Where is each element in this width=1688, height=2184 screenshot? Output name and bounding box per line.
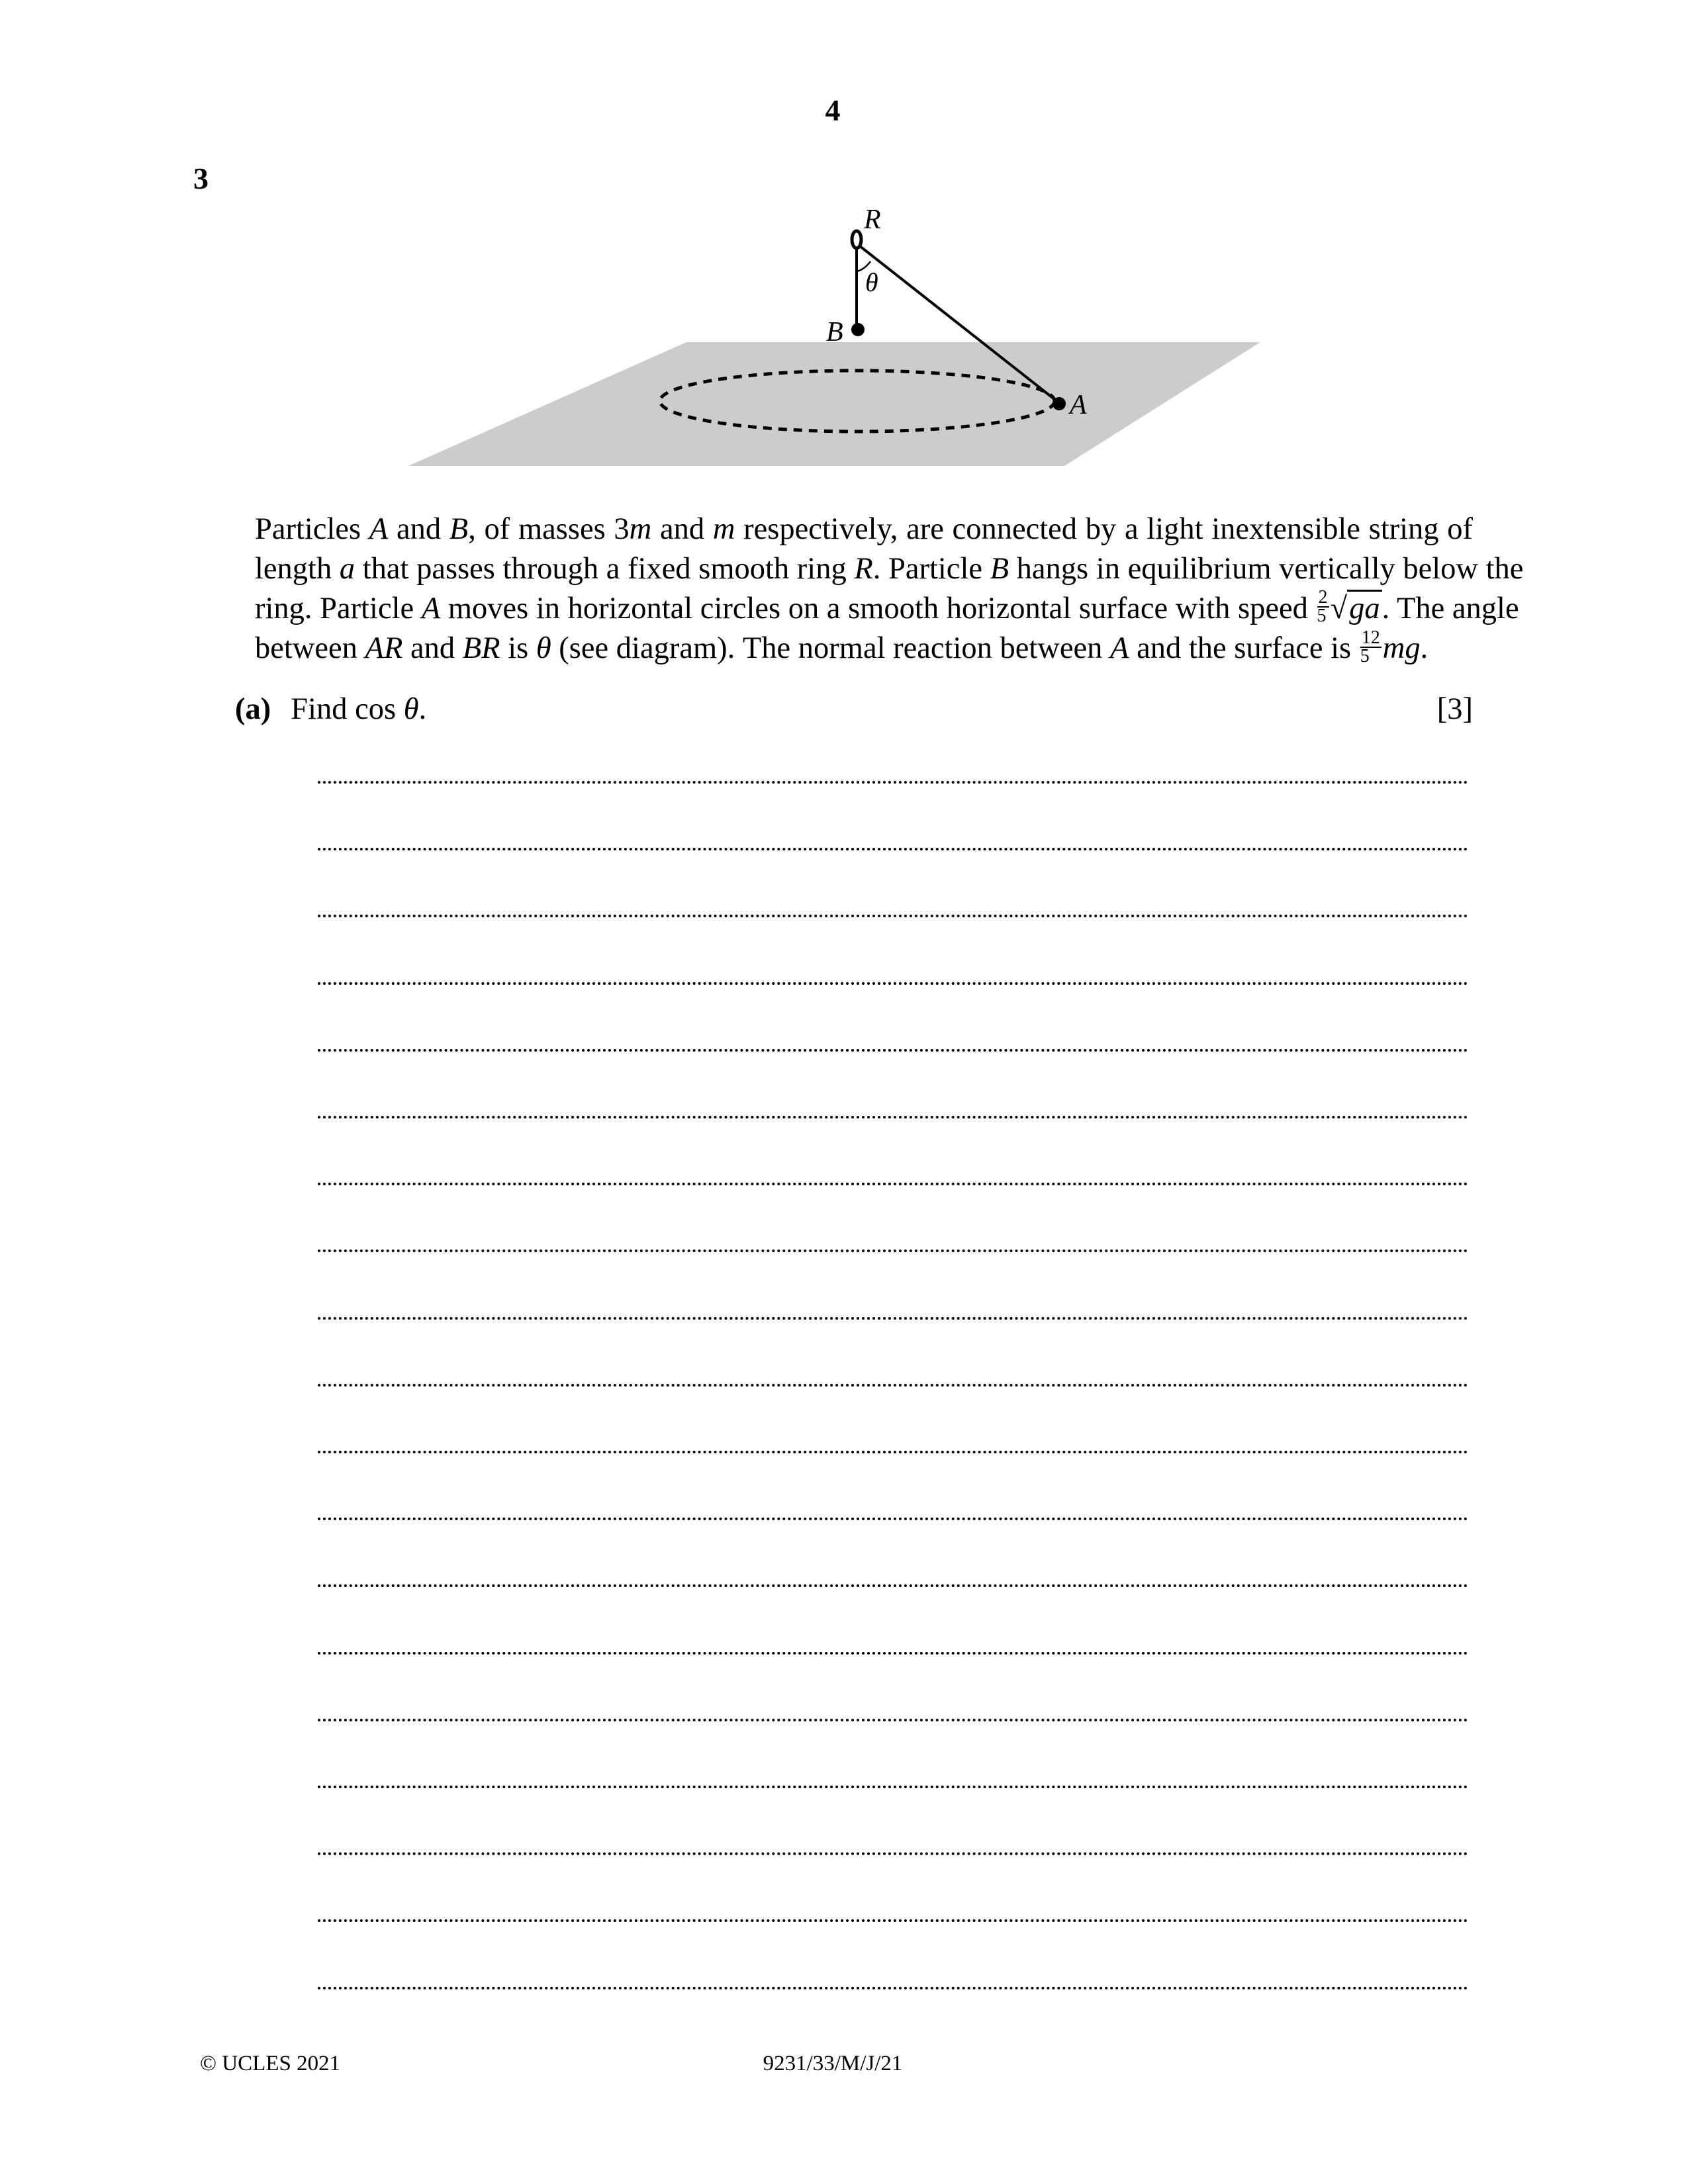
label-r: R — [864, 205, 881, 235]
label-theta: θ — [865, 267, 878, 297]
label-a: A — [1070, 390, 1087, 420]
ring-particles-diagram — [0, 199, 1688, 490]
fraction-two-fifths: $\frac{2}{5}$ — [1317, 587, 1328, 627]
answer-line[interactable] — [318, 1451, 1468, 1453]
text-line-4: between AR and BR is θ (see diagram). The normal reaction between A and the surface is $\frac{12}{5}$ mg. — [255, 627, 1429, 666]
ring-r — [852, 231, 861, 248]
answer-line[interactable] — [318, 1719, 1468, 1721]
answer-line[interactable] — [318, 1384, 1468, 1387]
answer-line[interactable] — [318, 1116, 1468, 1118]
text-line-2: length a that passes through a fixed smooth ring R. Particle B hangs in equilibrium vertically below the — [255, 552, 1524, 586]
answer-line[interactable] — [318, 1250, 1468, 1252]
answer-line[interactable] — [318, 1652, 1468, 1655]
text-line-3: ring. Particle A moves in horizontal circles on a smooth horizontal surface with speed $\frac{2}{5}$ √ga. The angle — [255, 589, 1473, 629]
answer-line[interactable] — [318, 1852, 1468, 1855]
marks-allocation: [3] — [1436, 692, 1473, 726]
answer-line[interactable] — [318, 1919, 1468, 1922]
answer-line[interactable] — [318, 1518, 1468, 1520]
fraction-twelve-fifths: $\frac{12}{5}$ — [1360, 627, 1380, 666]
page-number: 4 — [825, 93, 841, 127]
particle-a — [1053, 397, 1066, 410]
text-line-1: Particles A and B, of masses 3m and m respectively, are connected by a light inextensible string of — [255, 512, 1474, 546]
answer-line[interactable] — [318, 1049, 1468, 1052]
answer-line[interactable] — [318, 781, 1468, 784]
copyright-footer: © UCLES 2021 — [200, 2052, 341, 2075]
answer-line[interactable] — [318, 1317, 1468, 1320]
question-number: 3 — [193, 161, 209, 195]
answer-line[interactable] — [318, 1584, 1468, 1587]
answer-line[interactable] — [318, 848, 1468, 850]
particle-b — [851, 323, 865, 336]
answer-line[interactable] — [318, 1183, 1468, 1185]
part-a-prompt: (a) Find cos θ. — [235, 692, 427, 726]
answer-line[interactable] — [318, 915, 1468, 917]
square-root: √ga — [1331, 589, 1382, 629]
answer-line[interactable] — [318, 1786, 1468, 1788]
answer-line[interactable] — [318, 1987, 1468, 1989]
paper-code-footer: 9231/33/M/J/21 — [763, 2052, 903, 2075]
question-text — [255, 510, 1524, 669]
answer-line[interactable] — [318, 982, 1468, 985]
label-b: B — [826, 317, 843, 347]
horizontal-surface — [408, 342, 1260, 466]
